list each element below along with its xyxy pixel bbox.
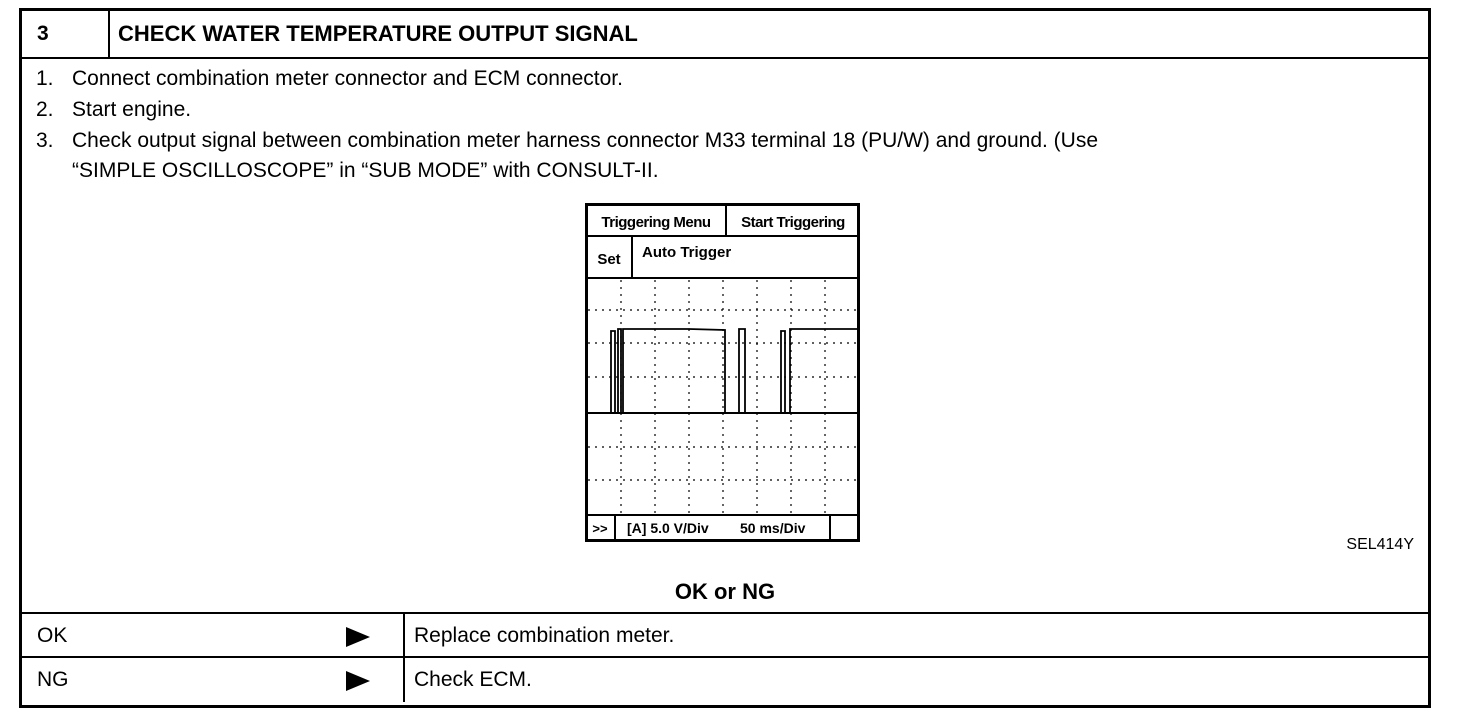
prompt-label: >> (592, 521, 608, 536)
instruction-text: Check output signal between combination meter harness connector M33 terminal 18 (PU/W) and ground. (Use (72, 129, 1099, 152)
column-separator (403, 658, 405, 702)
instruction-text: Start engine. (72, 98, 192, 121)
result-condition: NG (37, 668, 69, 691)
column-separator (403, 614, 405, 658)
result-heading: OK or NG (674, 579, 776, 604)
timebase-label: 50 ms/Div (740, 520, 806, 536)
step-title: CHECK WATER TEMPERATURE OUTPUT SIGNAL (118, 21, 638, 46)
instruction-text: Connect combination meter connector and ECM connector. (72, 67, 623, 90)
procedure-table (19, 8, 1431, 708)
instruction-number: 2. (36, 98, 54, 121)
step-number: 3 (22, 11, 110, 57)
voltage-scale-label: [A] 5.0 V/Div (627, 520, 709, 536)
auto-trigger-label: Auto Trigger (642, 244, 732, 261)
result-condition: OK (37, 624, 68, 647)
oscilloscope-screen (585, 203, 860, 543)
arrow-right-icon (346, 627, 370, 647)
arrow-right-icon (346, 671, 370, 691)
triggering-menu-label: Triggering Menu (601, 214, 711, 231)
set-label: Set (597, 251, 621, 268)
figure-id: SEL414Y (1346, 536, 1414, 553)
instruction-number: 1. (36, 67, 54, 90)
start-triggering-label: Start Triggering (741, 214, 845, 231)
result-action: Check ECM. (414, 668, 532, 691)
instruction-number: 3. (36, 129, 54, 152)
step-header (22, 11, 1428, 59)
result-action: Replace combination meter. (414, 624, 675, 647)
instruction-text-continued: “SIMPLE OSCILLOSCOPE” in “SUB MODE” with CONSULT-II. (72, 159, 659, 182)
result-row-ok (22, 612, 1428, 658)
result-row-ng (22, 656, 1428, 702)
